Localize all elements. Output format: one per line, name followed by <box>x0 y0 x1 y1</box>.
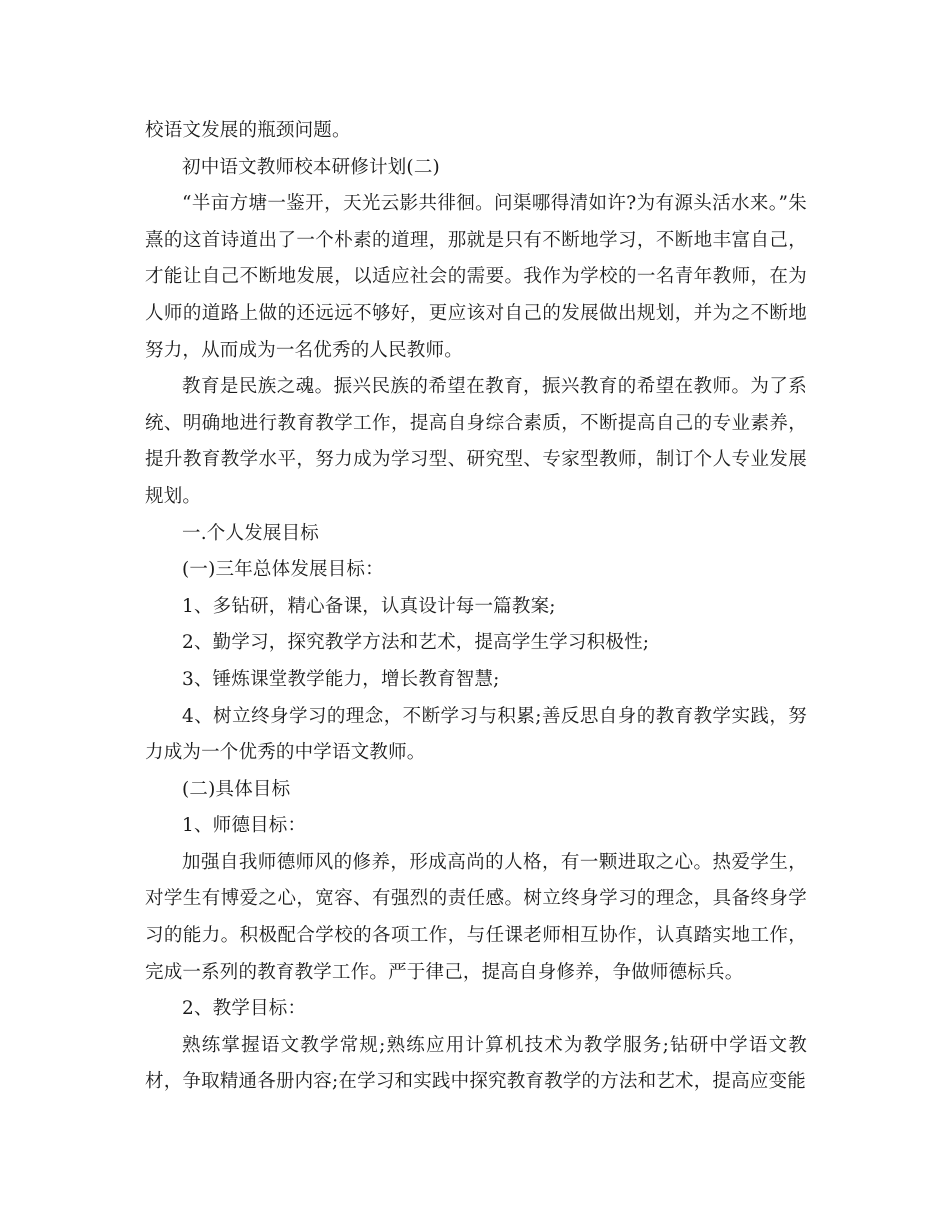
subsection-heading: (二)具体目标 <box>182 778 291 800</box>
list-item: 4、树立终身学习的理念，不断学习与积累;善反思自身的教育教学实践，努力成为一个优秀的中学语文教师。 <box>145 705 807 764</box>
list-item: 3、锤炼课堂教学能力，增长教育智慧; <box>182 668 500 690</box>
subsection-heading: (一)三年总体发展目标： <box>182 559 384 581</box>
paragraph: 加强自我师德师风的修养，形成高尚的人格，有一颗进取之心。热爱学生，对学生有博爱之心，宽容、有强烈的责任感。树立终身学习的理念，具备终身学习的能力。积极配合学校的各项工作，与任课老师相互协作，认真踏实地工作，完成一系列的教育教学工作。严于律己，提高自身修养，争做师德标兵。 <box>145 851 807 983</box>
list-item: 1、多钻研，精心备课，认真设计每一篇教案; <box>182 595 556 617</box>
document-body <box>145 113 807 1101</box>
paragraph: 教育是民族之魂。振兴民族的希望在教育，振兴教育的希望在教师。为了系统、明确地进行教育教学工作，提高自身综合素质，不断提高自己的专业素养，提升教育教学水平，努力成为学习型、研究型、专家型教师，制订个人专业发展规划。 <box>145 376 807 507</box>
paragraph: “半亩方塘一鉴开，天光云影共徘徊。问渠哪得清如许?为有源头活水来。”朱熹的这首诗道出了一个朴素的道理，那就是只有不断地学习，不断地丰富自己，才能让自己不断地发展，以适应社会的需要。我作为学校的一名青年教师，在为人师的道路上做的还远远不够好，更应该对自己的发展做出规划，并为之不断地努力，从而成为一名优秀的人民教师。 <box>145 193 807 361</box>
list-item: 2、教学目标： <box>182 998 307 1020</box>
section-heading: 一.个人发展目标 <box>182 522 319 544</box>
section-heading: 初中语文教师校本研修计划(二) <box>182 156 440 178</box>
paragraph: 校语文发展的瓶颈问题。 <box>145 120 351 141</box>
list-item: 1、师德目标： <box>182 815 307 837</box>
list-item: 2、勤学习，探究教学方法和艺术，提高学生学习积极性; <box>182 632 650 654</box>
paragraph: 熟练掌握语文教学常规;熟练应用计算机技术为教学服务;钻研中学语文教材，争取精通各册内容;在学习和实践中探究教育教学的方法和艺术，提高应变能 <box>145 1034 807 1093</box>
